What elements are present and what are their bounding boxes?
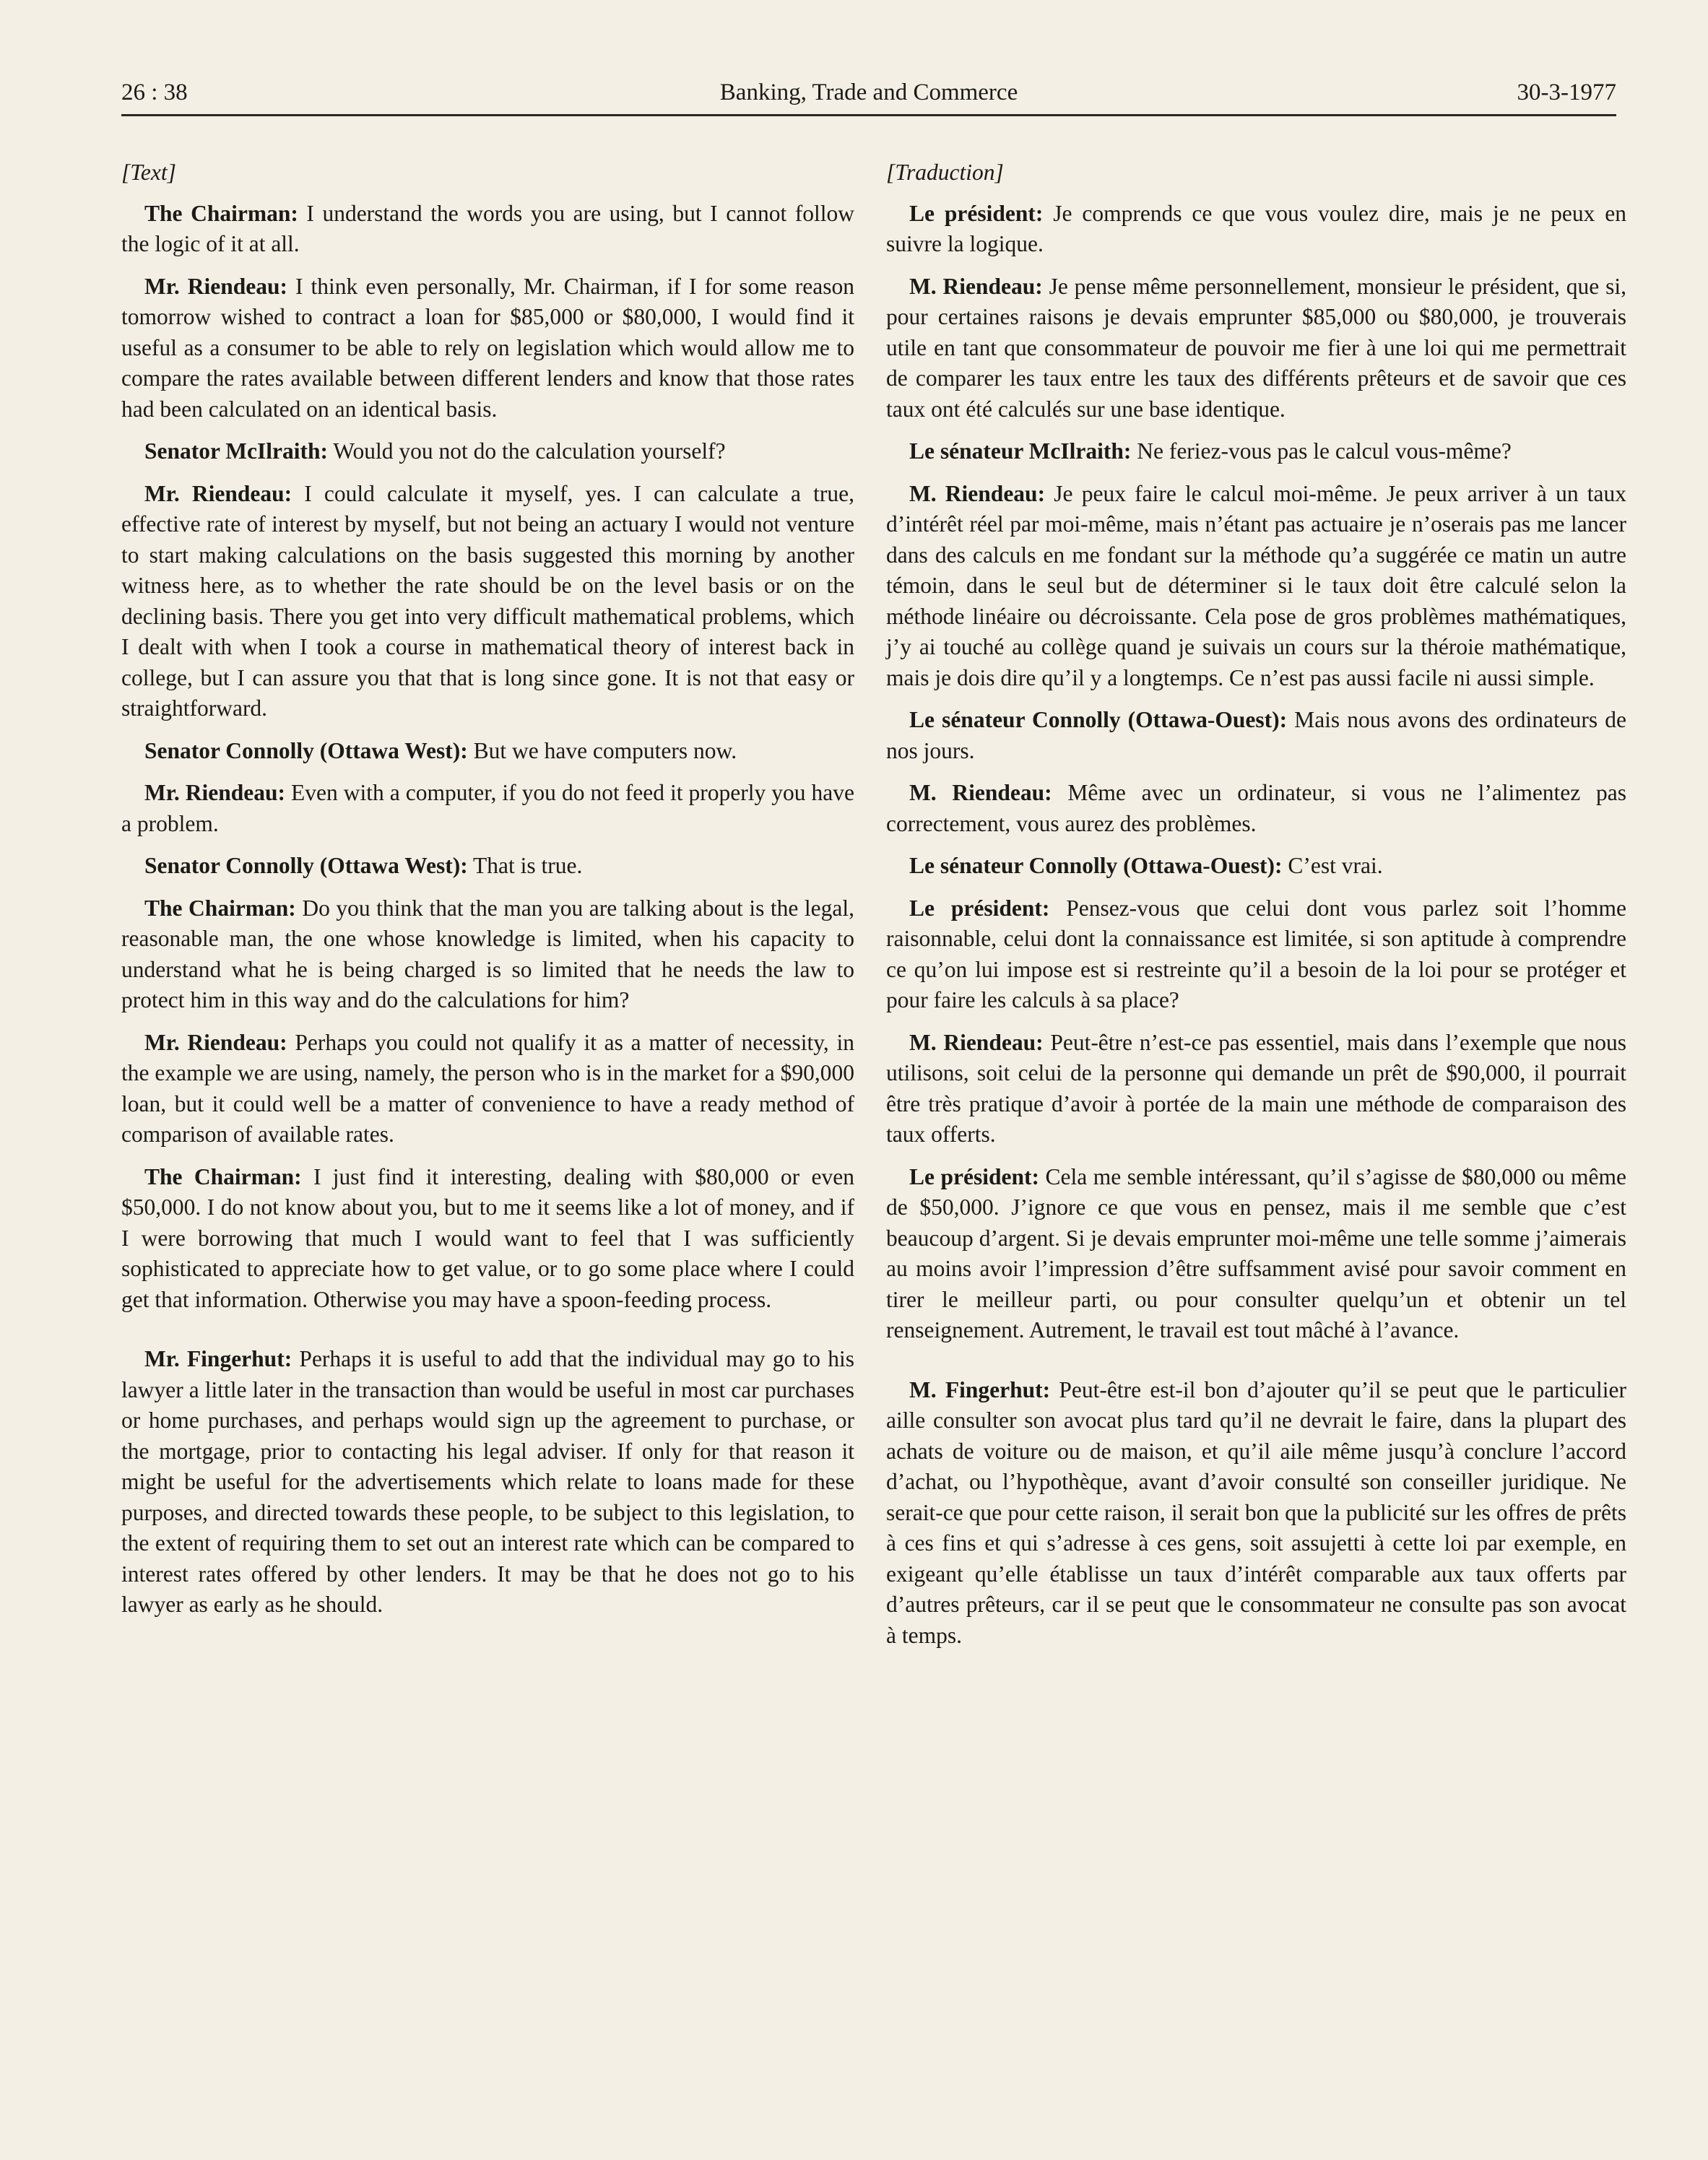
speech-text: C’est vrai. [1282, 853, 1383, 878]
speech-text: Je comprends ce que vous voulez dire, mais je ne peux en suivre la logique. [886, 200, 1626, 256]
speech-text: I could calculate it myself, yes. I can calculate a true, effective rate of interest by myself, but not being an actuary I would not venture to start making calculations on the basis suggested this morning by another witness here, as to whether the rate should be on the level basis or on the declining basis. There you get into very difficult mathematical problems, which I dealt with when I took a course in mathematical theory of interest back in college, but I can assure you that that is long since gone. It is not that easy or straightforward. [121, 480, 854, 721]
transcript-paragraph [886, 1375, 1626, 1652]
speaker-name: Le président: [909, 895, 1050, 921]
speech-text: Pensez-vous que celui dont vous parlez soit l’homme raisonnable, celui dont la connaissance est limitée, si son aptitude à comprendre ce qu’on lui impose est si restreinte qu’il a besoin de la loi pour se protéger et pour faire les calculs à sa place? [886, 895, 1626, 1012]
speaker-name: Senator McIlraith: [144, 438, 328, 464]
speech-text: Ne feriez-vous pas le calcul vous-même? [1131, 438, 1512, 464]
speaker-name: Le sénateur Connolly (Ottawa-Ouest): [909, 853, 1283, 878]
speaker-name: Mr. Riendeau: [144, 1029, 287, 1055]
speaker-name: M. Riendeau: [909, 273, 1043, 299]
speaker-name: The Chairman: [144, 200, 298, 226]
speaker-name: The Chairman: [144, 1163, 302, 1189]
transcript-paragraph [121, 199, 854, 260]
transcript-paragraph [886, 199, 1626, 260]
speaker-name: M. Riendeau: [909, 1029, 1044, 1055]
speech-text: I just find it interesting, dealing with $80,000 or even $50,000. I do not know about you, but to me it seems like a lot of money, and if I were borrowing that much I would want to feel that I was sufficiently sophisticated to appreciate how to get value, or to go some place where I could get that information. Otherwise you may have a spoon-feeding process. [121, 1163, 854, 1312]
speech-text: Perhaps you could not qualify it as a matter of necessity, in the example we are using, namely, the person who is in the market for a $90,000 loan, but it could well be a matter of convenience to have a ready method of comparison of available rates. [121, 1029, 854, 1147]
speech-text: Peut-être n’est-ce pas essentiel, mais dans l’exemple que nous utilisons, soit celui de la personne qui demande un prêt de $90,000, il pourrait être très pratique d’avoir à portée de la main une méthode de comparaison des taux offerts. [886, 1029, 1626, 1147]
speech-text: Même avec un ordinateur, si vous ne l’alimentez pas correctement, vous aurez des problèmes. [886, 780, 1626, 836]
transcript-paragraph [121, 272, 854, 425]
speaker-name: Mr. Fingerhut: [144, 1346, 292, 1371]
transcript-paragraph [121, 736, 854, 767]
page-date: 30-3-1977 [1517, 79, 1616, 105]
transcript-paragraph [886, 436, 1626, 467]
speaker-name: Senator Connolly (Ottawa West): [144, 737, 468, 763]
transcript-paragraph [886, 1162, 1626, 1346]
transcript-paragraph [121, 1162, 854, 1316]
running-title: Banking, Trade and Commerce [719, 79, 1018, 105]
speaker-name: Le président: [909, 1163, 1039, 1189]
speech-text: Cela me semble intéressant, qu’il s’agisse de $80,000 ou même de $50,000. J’ignore ce que vous en pensez, mais il me semble que c’est beaucoup d’argent. Si je devais emprunter moi-même une telle somme j’aimerais au moins avoir l’impression d’être suffsamment avisé pour savoir comment en tirer le meilleur parti, ou pour consulter quelqu’un et obtenir un tel renseignement. Autrement, le travail est tout mâché à l’avance. [886, 1163, 1626, 1343]
speaker-name: Mr. Riendeau: [144, 780, 285, 805]
transcript-paragraph [121, 1344, 854, 1621]
speech-text: Do you think that the man you are talking about is the legal, reasonable man, the one whose knowledge is limited, when his capacity to understand what he is being charged is so limited that he needs the law to protect him in this way and do the calculations for him? [121, 895, 854, 1012]
transcript-paragraph [886, 479, 1626, 694]
speaker-name: The Chairman: [144, 895, 296, 921]
french-column [886, 157, 1626, 1662]
transcript-paragraph [886, 893, 1626, 1016]
speech-text: Perhaps it is useful to add that the individual may go to his lawyer a little later in the transaction than would be useful in most car purchases or home purchases, and perhaps would sign up the agreement to purchase, or the mortgage, prior to contacting his legal adviser. If only for that reason it might be useful for the advertisements which relate to loans made for these purposes, and directed towards these people, to be subject to this legislation, to the extent of requiring them to set out an interest rate which can be compared to interest rates offered by other lenders. It may be that he does not go to his lawyer as early as he should. [121, 1346, 854, 1617]
transcript-paragraph [121, 1028, 854, 1150]
column-label-text: [Text] [121, 160, 176, 185]
transcript-paragraph [121, 893, 854, 1016]
page-number: 26 : 38 [121, 79, 188, 105]
transcript-paragraph [886, 851, 1626, 882]
french-paragraphs [886, 199, 1626, 1652]
transcript-paragraph [886, 705, 1626, 766]
speech-text: Mais nous avons des ordinateurs de nos jours. [886, 707, 1626, 763]
column-label-traduction: [Traduction] [886, 160, 1004, 185]
speaker-name: Le sénateur Connolly (Ottawa-Ouest): [909, 707, 1288, 732]
transcript-paragraph [121, 778, 854, 839]
speaker-name: M. Riendeau: [909, 780, 1052, 805]
speaker-name: Le sénateur McIlraith: [909, 438, 1132, 464]
speech-text: But we have computers now. [467, 737, 737, 763]
english-column [121, 157, 854, 1632]
speaker-name: M. Fingerhut: [909, 1376, 1051, 1402]
english-paragraphs [121, 199, 854, 1621]
speech-text: Even with a computer, if you do not feed it properly you have a problem. [121, 780, 854, 836]
transcript-paragraph [121, 851, 854, 882]
speech-text: Je peux faire le calcul moi-même. Je peux arriver à un taux d’intérêt réel par moi-même, mais n’étant pas actuaire je n’oserais pas me lancer dans des calculs en me fondant sur la méthode qu’a suggérée ce matin un autre témoin, dans le seul but de déterminer si le taux doit être calculé selon la méthode linéaire ou décroissante. Cela pose de gros problèmes mathématiques, j’y ai touché au collège quand je suivais un cours sur la théroie mathématique, mais je dois dire qu’il y a longtemps. Ce n’est pas aussi facile ni aussi simple. [886, 480, 1627, 690]
speech-text: Je pense même personnellement, monsieur le président, que si, pour certaines raisons je devais emprunter $85,000 ou $80,000, je trouverais utile en tant que consommateur de pouvoir me fier à une loi qui me permettrait de comparer les taux entre les taux des différents prêteurs et de savoir que ces taux ont été calculés sur une base identique. [886, 273, 1626, 422]
speaker-name: Senator Connolly (Ottawa West): [144, 853, 468, 878]
transcript-paragraph [121, 479, 854, 724]
speech-text: Would you not do the calculation yourself? [328, 438, 726, 464]
transcript-paragraph [886, 778, 1626, 839]
header-rule [121, 114, 1616, 116]
transcript-paragraph [886, 1028, 1626, 1150]
speech-text: Peut-être est-il bon d’ajouter qu’il se peut que le particulier aille consulter son avocat plus tard qu’il ne devrait le faire, dans la plupart des achats de voiture ou de maison, et qu’il aile même jusqu’à conclure l’accord d’achat, ou l’hypothèque, avant d’avoir consulté son conseiller juridique. Ne serait-ce que pour cette raison, il serait bon que la publicité sur les offres de prêts à ces fins et qui s’adresse à ces gens, soit assujetti à cette loi par exemple, en exigeant qu’elle établisse un taux d’intérêt comparable aux taux offerts par d’autres prêteurs, car il se peut que le consommateur ne consulte pas son avocat à temps. [886, 1376, 1626, 1648]
speaker-name: Mr. Riendeau: [144, 273, 287, 299]
page-header [121, 79, 1616, 114]
speech-text: I think even personally, Mr. Chairman, if I for some reason tomorrow wished to contract a loan for $85,000 or $80,000, I would find it useful as a consumer to be able to rely on legislation which would allow me to compare the rates available between different lenders and know that those rates had been calculated on an identical basis. [121, 273, 854, 422]
transcript-paragraph [121, 436, 854, 467]
speech-text: I understand the words you are using, but I cannot follow the logic of it at all. [121, 200, 854, 256]
speaker-name: Mr. Riendeau: [144, 480, 292, 506]
transcript-paragraph [886, 272, 1626, 425]
speaker-name: M. Riendeau: [909, 480, 1046, 506]
speech-text: That is true. [467, 853, 583, 878]
speaker-name: Le président: [909, 200, 1044, 226]
